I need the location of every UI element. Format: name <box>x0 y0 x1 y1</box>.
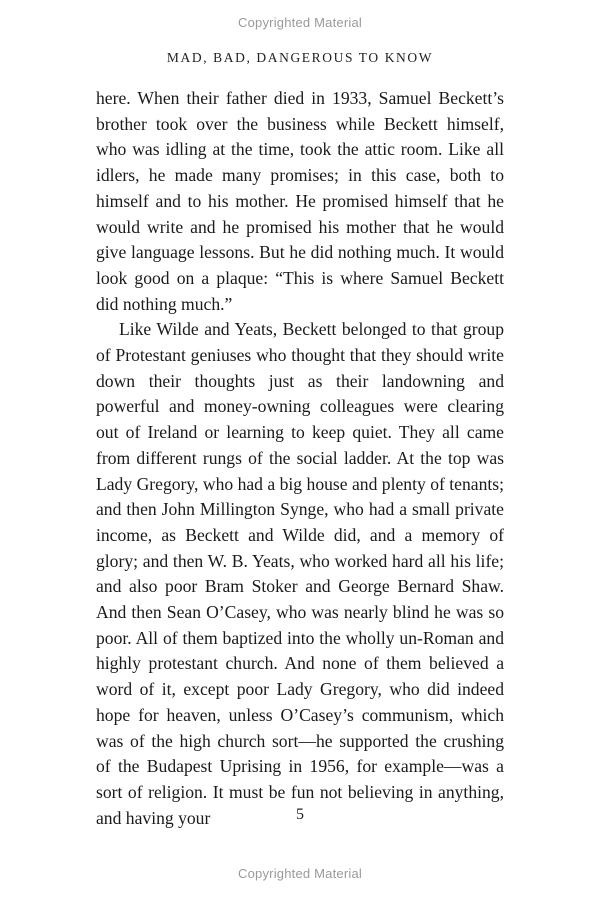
paragraph-1: here. When their father died in 1933, Samuel Beckett’s brother took over the business while Beckett himself, who was idling at the time, took the attic room. Like all idlers, he made many promises; in this case, both to himself and to his mother. He promised himself that he would write and he promised his mother that he would give language lessons. But he did nothing much. It would look good on a plaque: “This is where Samuel Beckett did nothing much.” <box>96 88 504 314</box>
page-number: 5 <box>296 806 304 823</box>
body-text <box>96 86 504 831</box>
running-head: MAD, BAD, DANGEROUS TO KNOW <box>166 50 434 65</box>
paragraph-2: Like Wilde and Yeats, Beckett belonged to that group of Protestant geniuses who thought that they should write down their thoughts just as their landowning and powerful and money-owning colleagues were clearing out of Ireland or learning to keep quiet. They all came from different rungs of the social ladder. At the top was Lady Gregory, who had a big house and plenty of tenants; and then John Millington Synge, who had a small private income, as Beckett and Wilde did, and a memory of glory; and then W. B. Yeats, who worked hard all his life; and also poor Bram Stoker and George Bernard Shaw. And then Sean O’Casey, who was nearly blind he was so poor. All of them baptized into the wholly un-Roman and highly protestant church. And none of them believed a word of it, except poor Lady Gregory, who did indeed hope for heaven, unless O’Casey’s communism, which was of the high church sort—he supported the crushing of the Budapest Uprising in 1956, for example—was a sort of religion. It must be fun not believing in anything, and having your <box>96 319 504 828</box>
copyright-watermark-top: Copyrighted Material <box>238 15 362 30</box>
copyright-watermark-bottom: Copyrighted Material <box>238 866 362 881</box>
